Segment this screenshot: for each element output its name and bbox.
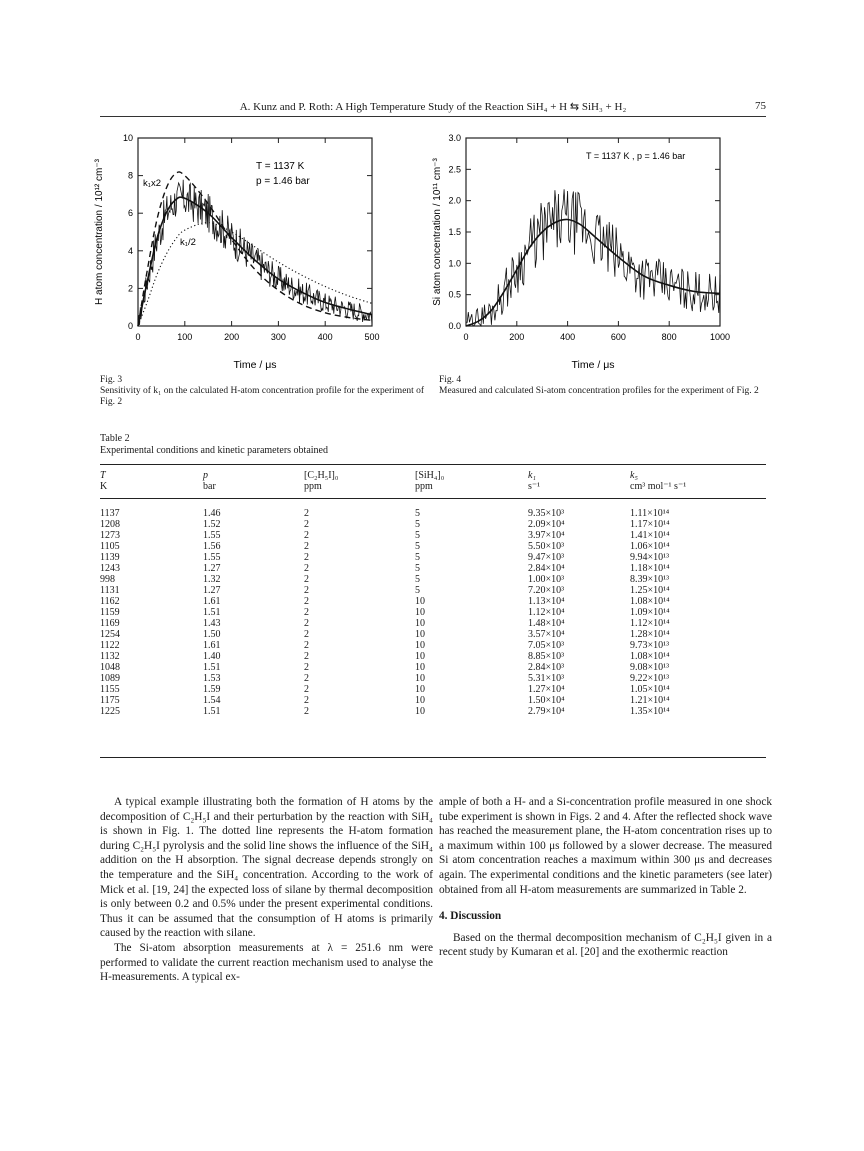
table-cell: 1.56 [203,541,221,552]
table2-header-unit: bar [203,481,216,492]
x-tick-label: 600 [610,332,626,342]
table-cell: 1.12×10¹⁴ [630,618,670,629]
table-cell: 1273 [100,530,120,541]
table-cell: 1.51 [203,706,221,717]
table-cell: 1.53 [203,673,221,684]
table-cell: 1.08×10¹⁴ [630,651,670,662]
table-cell: 1.25×10¹⁴ [630,585,670,596]
table-cell: 5 [415,552,420,563]
fig3-annotation-pressure: p = 1.46 bar [256,176,310,187]
table-cell: 1243 [100,563,120,574]
y-tick-label: 1.0 [448,258,461,269]
fig4-annotation: T = 1137 K , p = 1.46 bar [586,151,686,161]
table-cell: 2.79×10⁴ [528,706,565,717]
table-cell: 1.05×10¹⁴ [630,684,670,695]
x-tick-label: 400 [317,332,333,342]
table-cell: 7.05×10³ [528,640,565,651]
table-cell: 3.97×10⁴ [528,530,565,541]
fig3-series [138,172,372,326]
x-tick-label: 0 [463,332,469,342]
y-tick-label: 2.0 [448,195,461,206]
table-cell: 1.55 [203,552,221,563]
table-cell: 1.50×10⁴ [528,695,565,706]
table-cell: 2 [304,574,309,585]
y-tick-label: 4 [127,245,133,256]
table-row [100,530,670,541]
table-cell: 5 [415,585,420,596]
table-cell: 1.13×10⁴ [528,596,565,607]
table-row [100,640,670,651]
table-cell: 2.09×10⁴ [528,519,565,530]
fig3-curve-label-x2: k₁x2 [143,178,161,189]
table-cell: 2 [304,684,309,695]
fig4-label: Fig. 4 [439,375,462,385]
fig4-y-axis-label: Si atom concentration / 10¹¹ cm⁻³ [432,158,443,306]
fig3-x-axis-label: Time / μs [233,359,277,371]
table-cell: 5 [415,541,420,552]
table-cell: 1175 [100,695,120,706]
table-cell: 1225 [100,706,120,717]
table-cell: 8.39×10¹³ [630,574,670,585]
table-cell: 1.11×10¹⁴ [630,508,670,519]
table-cell: 1.61 [203,640,221,651]
table-cell: 2 [304,618,309,629]
table-cell: 2 [304,706,309,717]
table-cell: 10 [415,662,425,673]
table-cell: 1105 [100,541,120,552]
table-cell: 2 [304,629,309,640]
table-cell: 1.59 [203,684,221,695]
table-cell: 1159 [100,607,120,618]
fig3-annotation-temperature: T = 1137 K [256,161,305,172]
table-cell: 1169 [100,618,120,629]
y-tick-label: 1.5 [448,227,461,237]
fig4-caption-block [439,375,767,397]
table-cell: 1131 [100,585,120,596]
fig4-x-axis-label: Time / μs [571,359,615,371]
body-paragraph: A typical example illustrating both the formation of H atoms by the decomposition of C₂H₅I and their perturbation by the reaction with SiH₄ is shown in Fig. 1. The dotted line represents the H-atom formation during C₂H₅I pyrolysis and the solid line shows the influence of the SiH₄ addition on the H absorption. The signal decrease depends strongly on the temperature and the SiH₄ concentration. According to the work of Mick et al. [19, 24] the expected loss of silane by thermal decomposition is only between 0.2 and 0.5% under the present experimental conditions. Thus it can be assumed that the consumption of H atoms is primarily caused by the reaction with silane. [100,796,433,940]
table-cell: 1.17×10¹⁴ [630,519,670,530]
table2-header-sym: T [100,470,106,481]
table-cell: 2.84×10³ [528,662,565,673]
fig3-label: Fig. 3 [100,375,123,385]
table-cell: 10 [415,596,425,607]
table-cell: 5 [415,519,420,530]
table-cell: 3.57×10⁴ [528,629,565,640]
x-tick-label: 200 [224,332,240,342]
table-cell: 2 [304,662,309,673]
table-cell: 1.32 [203,574,221,585]
table2-title: Table 2 [100,433,130,444]
table2-header-unit: ppm [415,481,433,492]
table2-header-sym: k₅ [630,470,638,481]
fig4-measured-signal [466,189,720,326]
table2-header-sym: [SiH₄]₀ [415,470,445,481]
table-cell: 1132 [100,651,120,662]
y-tick-label: 2 [127,283,133,294]
table-row [100,706,670,717]
table-cell: 5 [415,563,420,574]
table-cell: 10 [415,651,425,662]
table-row [100,662,670,673]
table-cell: 1.61 [203,596,221,607]
table-row [100,552,670,563]
table-cell: 1.55 [203,530,221,541]
table-row [100,596,670,607]
table-cell: 1.46 [203,508,221,519]
table-row [100,563,670,574]
measured-signal-trace [466,189,720,326]
y-tick-label: 0.5 [448,289,461,300]
body-paragraph: The Si-atom absorption measurements at λ = 251.6 nm were performed to validate the current reaction mechanism used to analyse the H-measurements. A typical ex- [100,941,433,984]
table2-header-sym: [C₂H₅I]₀ [304,470,339,481]
table-cell: 5.50×10³ [528,541,565,552]
body-paragraph: Based on the thermal decomposition mechanism of C₂H₅I given in a recent study by Kumaran et al. [20] and the exothermic reaction [439,931,772,959]
fig4-chart [426,130,742,375]
table2-body [100,508,670,717]
table-cell: 1208 [100,519,120,530]
table-cell: 8.85×10³ [528,651,565,662]
body-left-column [100,795,433,985]
table-row [100,541,670,552]
x-tick-label: 500 [364,332,380,342]
x-tick-label: 400 [560,332,576,342]
table2-top-rule [100,464,766,465]
table-cell: 2 [304,596,309,607]
table-cell: 1.18×10¹⁴ [630,563,670,574]
y-tick-label: 2.5 [448,164,461,175]
x-tick-label: 200 [509,332,525,342]
table-cell: 1.12×10⁴ [528,607,565,618]
fig3-caption: Sensitivity of k₁ on the calculated H-atom concentration profile for the experiment of Fig. 2 [100,386,425,407]
table-cell: 9.73×10¹³ [630,640,670,651]
table-cell: 1.52 [203,519,221,530]
table-cell: 2 [304,640,309,651]
table-cell: 10 [415,673,425,684]
table-cell: 1.27×10⁴ [528,684,565,695]
table-cell: 10 [415,684,425,695]
table-cell: 1.21×10¹⁴ [630,695,670,706]
table-cell: 9.22×10¹³ [630,673,670,684]
table-cell: 2 [304,530,309,541]
table-row [100,519,670,530]
table-cell: 1.35×10¹⁴ [630,706,670,717]
table2-bottom-rule [100,757,766,758]
table-row [100,607,670,618]
table2-header-sym: p [203,470,208,481]
table-row [100,585,670,596]
table-cell: 1162 [100,596,120,607]
table-cell: 10 [415,607,425,618]
series-line-dashed [138,172,372,326]
table2-header-unit: cm³ mol⁻¹ s⁻¹ [630,481,687,492]
table-cell: 1089 [100,673,120,684]
fig4-plot-frame [466,138,720,326]
fig4-caption: Measured and calculated Si-atom concentration profiles for the experiment of Fig. 2 [439,386,759,396]
table-cell: 2 [304,552,309,563]
y-tick-label: 8 [127,170,133,181]
table-cell: 1.51 [203,662,221,673]
table-cell: 9.35×10³ [528,508,565,519]
table-cell: 1.08×10¹⁴ [630,596,670,607]
fig3-y-axis-label: H atom concentration / 10¹² cm⁻³ [94,159,105,305]
table-row [100,629,670,640]
table-row [100,508,670,519]
table-cell: 1155 [100,684,120,695]
table-cell: 1254 [100,629,120,640]
fig3-chart [86,130,386,375]
table-row [100,673,670,684]
table-cell: 1139 [100,552,120,563]
body-paragraph: ample of both a H- and a Si-concentration profile measured in one shock tube experiment is shown in Figs. 2 and 4. After the reflected shock wave has reached the measurement plane, the H-atom concentration rises up to a maximum within 100 μs followed by a slower decrease. The measured Si atom concentration reaches a maximum within 300 μs and decreases again. The experimental conditions and the kinetic parameters (see later) obtained from all H-atom measurements are summarized in Table 2. [439,796,772,896]
fig3-caption-block [100,375,428,408]
x-tick-label: 1000 [709,332,731,342]
table-cell: 5.31×10³ [528,673,565,684]
table2-header-unit: ppm [304,481,322,492]
body-right-column [439,795,772,960]
table-cell: 9.47×10³ [528,552,565,563]
table2-header-unit: s⁻¹ [528,481,541,492]
table-cell: 10 [415,695,425,706]
y-tick-label: 3.0 [448,133,461,143]
table-cell: 2 [304,541,309,552]
fig3-plot-frame [138,138,372,326]
table-cell: 1.43 [203,618,221,629]
x-tick-label: 300 [270,332,286,342]
table-cell: 2 [304,508,309,519]
section-heading: 4. Discussion [439,910,502,923]
table-cell: 1.51 [203,607,221,618]
table-cell: 1048 [100,662,120,673]
y-tick-label: 0.0 [448,321,461,331]
table-cell: 2.84×10⁴ [528,563,565,574]
table-cell: 2 [304,673,309,684]
table2-header-sym: k₁ [528,470,536,481]
table-cell: 1137 [100,508,120,519]
table-cell: 2 [304,519,309,530]
table-cell: 1.28×10¹⁴ [630,629,670,640]
table-cell: 2 [304,563,309,574]
table-cell: 5 [415,530,420,541]
y-tick-label: 10 [122,133,133,143]
table2-heading [100,433,328,457]
table-cell: 2 [304,651,309,662]
table-cell: 9.08×10¹³ [630,662,670,673]
table-cell: 10 [415,706,425,717]
table2-header-unit: K [100,481,108,492]
table-cell: 7.20×10³ [528,585,565,596]
table-row [100,695,670,706]
table2-mid-rule [100,498,766,499]
table-cell: 5 [415,574,420,585]
table-cell: 1.40 [203,651,221,662]
running-title: A. Kunz and P. Roth: A High Temperature Study of the Reaction SiH₄ + H ⇆ SiH₃ + H₂ [239,101,627,113]
table-cell: 998 [100,574,115,585]
table-cell: 1.00×10³ [528,574,565,585]
table-cell: 1.48×10⁴ [528,618,565,629]
fig3-curve-label-half: k₁/2 [180,237,196,248]
table-cell: 10 [415,618,425,629]
table-cell: 10 [415,640,425,651]
table-cell: 2 [304,607,309,618]
x-tick-label: 100 [177,332,193,342]
table-cell: 10 [415,629,425,640]
table-cell: 2 [304,585,309,596]
table-cell: 1.50 [203,629,221,640]
table-cell: 1.54 [203,695,221,706]
series-line-solid [138,197,372,326]
x-tick-label: 0 [135,332,141,342]
table-cell: 1.41×10¹⁴ [630,530,670,541]
running-header [100,100,766,117]
table-cell: 1.27 [203,585,221,596]
table-cell: 5 [415,508,420,519]
page-number: 75 [755,100,766,112]
table-cell: 1.09×10¹⁴ [630,607,670,618]
table-cell: 2 [304,695,309,706]
table-row [100,684,670,695]
table-row [100,574,670,585]
y-tick-label: 0 [127,321,133,331]
table-cell: 1.06×10¹⁴ [630,541,670,552]
x-tick-label: 800 [661,332,677,342]
table-cell: 1.27 [203,563,221,574]
table-cell: 9.94×10¹³ [630,552,670,563]
table-cell: 1122 [100,640,120,651]
table-row [100,651,670,662]
table-row [100,618,670,629]
table2-subtitle: Experimental conditions and kinetic parameters obtained [100,445,328,456]
y-tick-label: 6 [127,208,133,219]
table2-header [100,470,686,492]
